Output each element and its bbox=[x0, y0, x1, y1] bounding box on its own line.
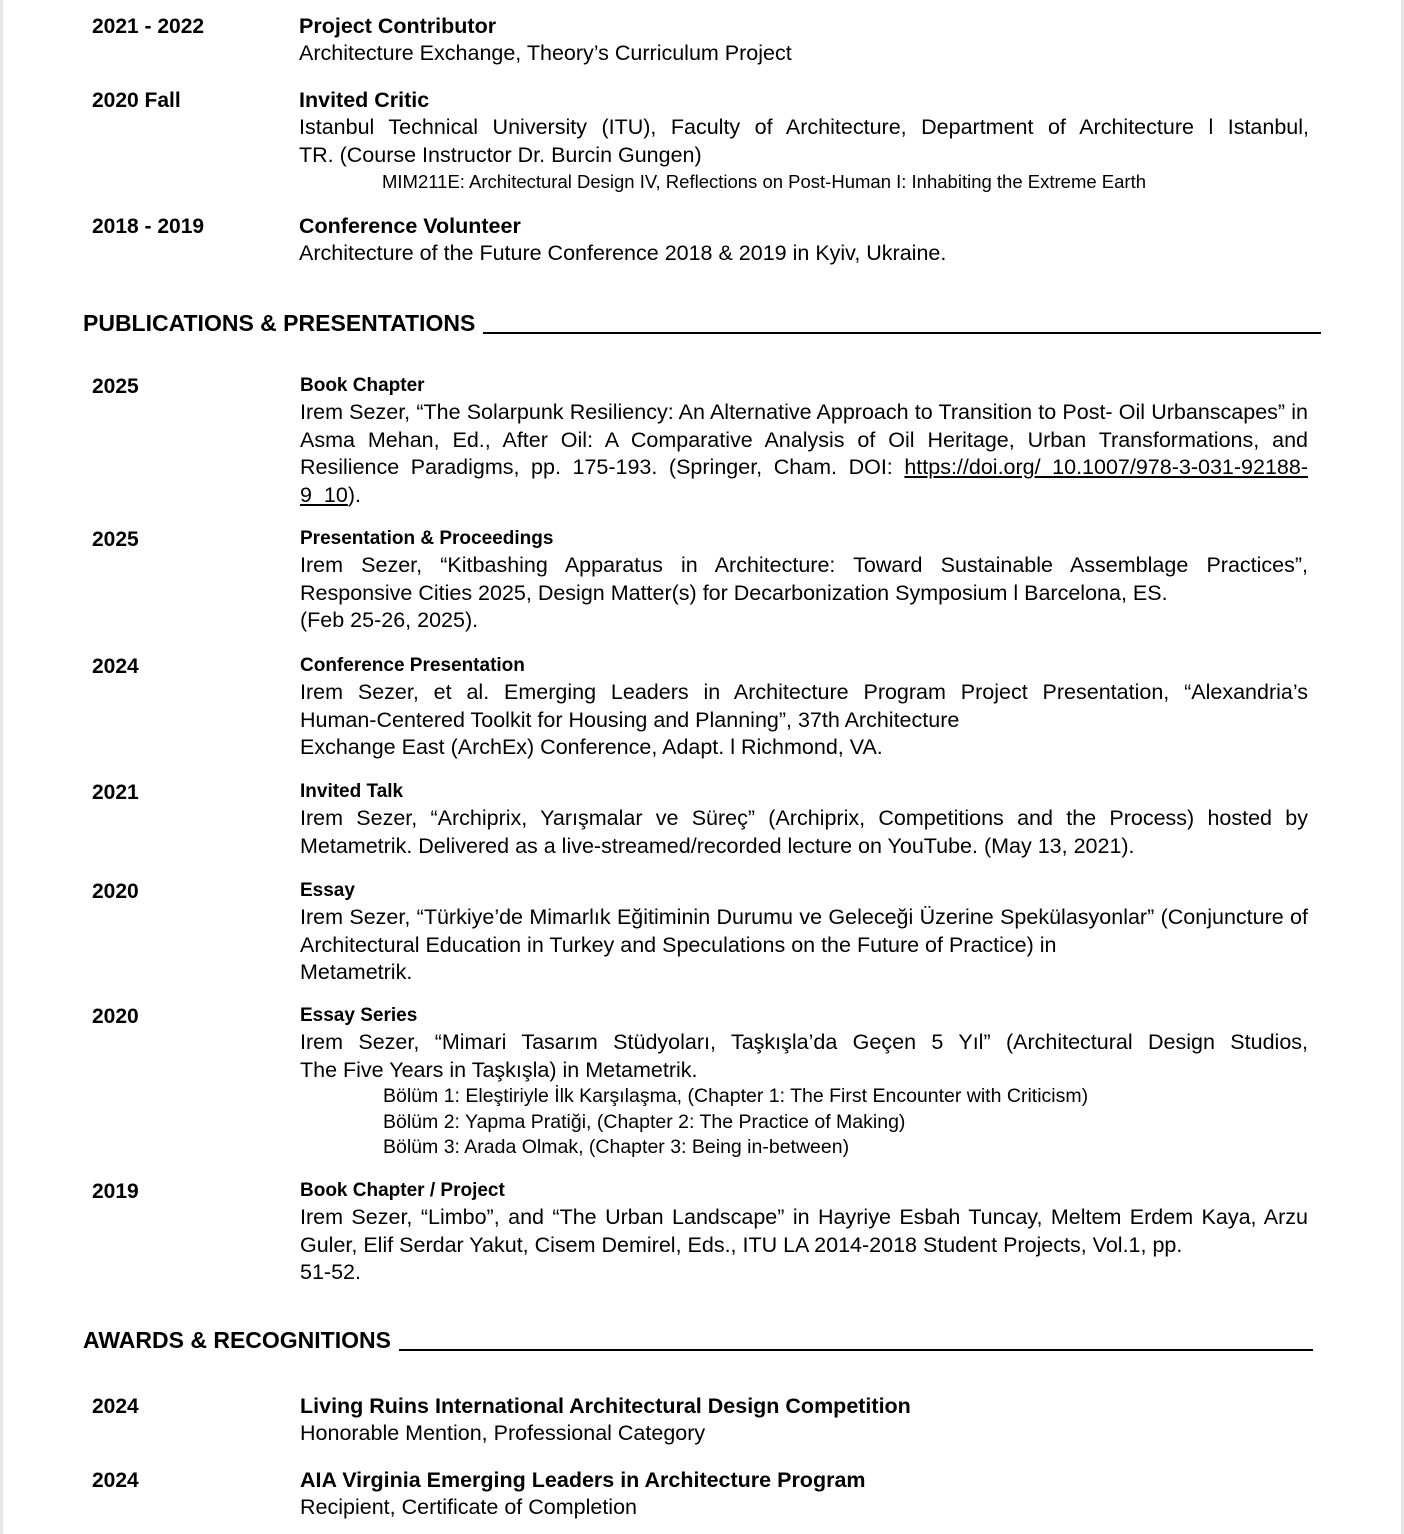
entry-line: TR. (Course Instructor Dr. Burcin Gungen) bbox=[299, 142, 702, 167]
entry-title: Conference Presentation bbox=[300, 655, 525, 676]
entry-text: Istanbul Technical University (ITU), Faculty of Architecture, Department of Architecture l Istanbul, bbox=[299, 115, 1309, 139]
entry-title: Book Chapter / Project bbox=[300, 1180, 505, 1201]
entry-line: Architecture of the Future Conference 2018 & 2019 in Kyiv, Ukraine. bbox=[299, 241, 947, 265]
section-heading-text: AWARDS & RECOGNITIONS bbox=[83, 1327, 391, 1353]
entry-line: (Feb 25-26, 2025). bbox=[300, 608, 479, 632]
entry-line: Honorable Mention, Professional Category bbox=[300, 1421, 706, 1445]
essay-chapter: Bölüm 3: Arada Olmak, (Chapter 3: Being in-between) bbox=[383, 1136, 850, 1158]
section-heading-rule bbox=[483, 332, 1321, 334]
essay-chapter: Bölüm 2: Yapma Pratiği, (Chapter 2: The Practice of Making) bbox=[383, 1110, 906, 1133]
entry-year: 2024 bbox=[92, 655, 139, 678]
entry-citation-tail: ). bbox=[347, 482, 361, 507]
entry-line: Metametrik. Delivered as a live-streamed/recorded lecture on YouTube. (May 13, 2021). bbox=[300, 833, 1135, 858]
entry-year: 2020 bbox=[92, 1005, 139, 1028]
entry-text: Irem Sezer, et al. Emerging Leaders in Architecture Program Project Presentation, “Alexandria’s bbox=[300, 680, 1308, 704]
entry-title: Presentation & Proceedings bbox=[300, 528, 554, 549]
entry-text: Irem Sezer, “Türkiye’de Mimarlık Eğitiminin Durumu ve Geleceği Üzerine Spekülasyonlar” (Conjuncture of Architectural Education in Turkey and Speculations on the Future of Practice) in bbox=[300, 905, 1308, 957]
section-heading-rule bbox=[399, 1349, 1313, 1351]
entry-year: 2020 bbox=[92, 880, 139, 903]
entry-year: 2019 bbox=[92, 1180, 139, 1203]
entry-text: Irem Sezer, “Archiprix, Yarışmalar ve Süreç” (Archiprix, Competitions and the Process) hosted by bbox=[300, 806, 1308, 830]
section-heading-publications bbox=[83, 305, 1321, 337]
entry-line: Exchange East (ArchEx) Conference, Adapt. l Richmond, VA. bbox=[300, 735, 883, 759]
entry-line: The Five Years in Taşkışla) in Metametrik. bbox=[300, 1057, 698, 1082]
entry-year: 2021 - 2022 bbox=[92, 15, 205, 38]
entry-line: Recipient, Certificate of Completion bbox=[300, 1495, 637, 1519]
entry-title: Essay bbox=[300, 880, 355, 901]
page-edge-left bbox=[0, 0, 3, 1534]
section-heading-text: PUBLICATIONS & PRESENTATIONS bbox=[83, 310, 476, 336]
section-heading-awards bbox=[83, 1322, 1313, 1354]
entry-title: Project Contributor bbox=[299, 14, 497, 38]
entry-year: 2024 bbox=[92, 1469, 139, 1492]
entry-year: 2025 bbox=[92, 528, 139, 551]
entry-year: 2025 bbox=[92, 375, 139, 398]
entry-year: 2020 Fall bbox=[92, 89, 181, 112]
entry-line: Human-Centered Toolkit for Housing and Planning”, 37th Architecture bbox=[300, 707, 960, 732]
entry-year: 2021 bbox=[92, 781, 139, 804]
entry-line: Metametrik. bbox=[300, 960, 413, 984]
entry-title: AIA Virginia Emerging Leaders in Architecture Program bbox=[300, 1468, 866, 1492]
entry-course: MIM211E: Architectural Design IV, Reflections on Post-Human I: Inhabiting the Extreme Earth bbox=[382, 171, 1147, 192]
entry-text: Irem Sezer, “Limbo”, and “The Urban Landscape” in Hayriye Esbah Tuncay, Meltem Erdem Kaya, Arzu Guler, Elif Serdar Yakut, Cisem Demirel, Eds., ITU LA 2014-2018 Student Projects, Vol.1, pp. bbox=[300, 1205, 1308, 1257]
entry-title: Book Chapter bbox=[300, 375, 425, 396]
entry-line: Responsive Cities 2025, Design Matter(s) for Decarbonization Symposium l Barcelona, ES. bbox=[300, 580, 1168, 605]
entry-text: Irem Sezer, “Kitbashing Apparatus in Architecture: Toward Sustainable Assemblage Practices”, bbox=[300, 553, 1308, 577]
doi-link-part-2: 10.1007/978-3-031-92188-9_10 bbox=[300, 455, 1308, 507]
entry-line: Architecture Exchange, Theory’s Curriculum Project bbox=[299, 41, 792, 65]
entry-text: Irem Sezer, “Mimari Tasarım Stüdyoları, Taşkışla’da Geçen 5 Yıl” (Architectural Design Studios, bbox=[300, 1030, 1308, 1054]
entry-title: Invited Critic bbox=[299, 88, 430, 112]
entry-line: 51-52. bbox=[300, 1260, 361, 1284]
entry-citation: Irem Sezer, “The Solarpunk Resiliency: An Alternative Approach to Transition to Post- Oil Urbanscapes” in Asma Mehan, Ed., After Oil: A Comparative Analysis of Oil Heritage, Urban Transformations, and Resilience Paradigms, pp. 175-193. (Springer, Cham. DOI: bbox=[300, 400, 1308, 479]
entry-title: Invited Talk bbox=[300, 781, 404, 802]
entry-year: 2018 - 2019 bbox=[92, 215, 205, 238]
entry-text bbox=[300, 399, 1308, 509]
entry-title: Conference Volunteer bbox=[299, 214, 521, 238]
entry-title: Living Ruins International Architectural Design Competition bbox=[300, 1394, 911, 1418]
entry-title: Essay Series bbox=[300, 1005, 418, 1026]
doi-link-part-1: https://doi.org/ bbox=[904, 455, 1041, 479]
entry-year: 2024 bbox=[92, 1395, 139, 1418]
essay-chapter: Bölüm 1: Eleştiriyle İlk Karşılaşma, (Chapter 1: The First Encounter with Criticism) bbox=[383, 1085, 1089, 1107]
